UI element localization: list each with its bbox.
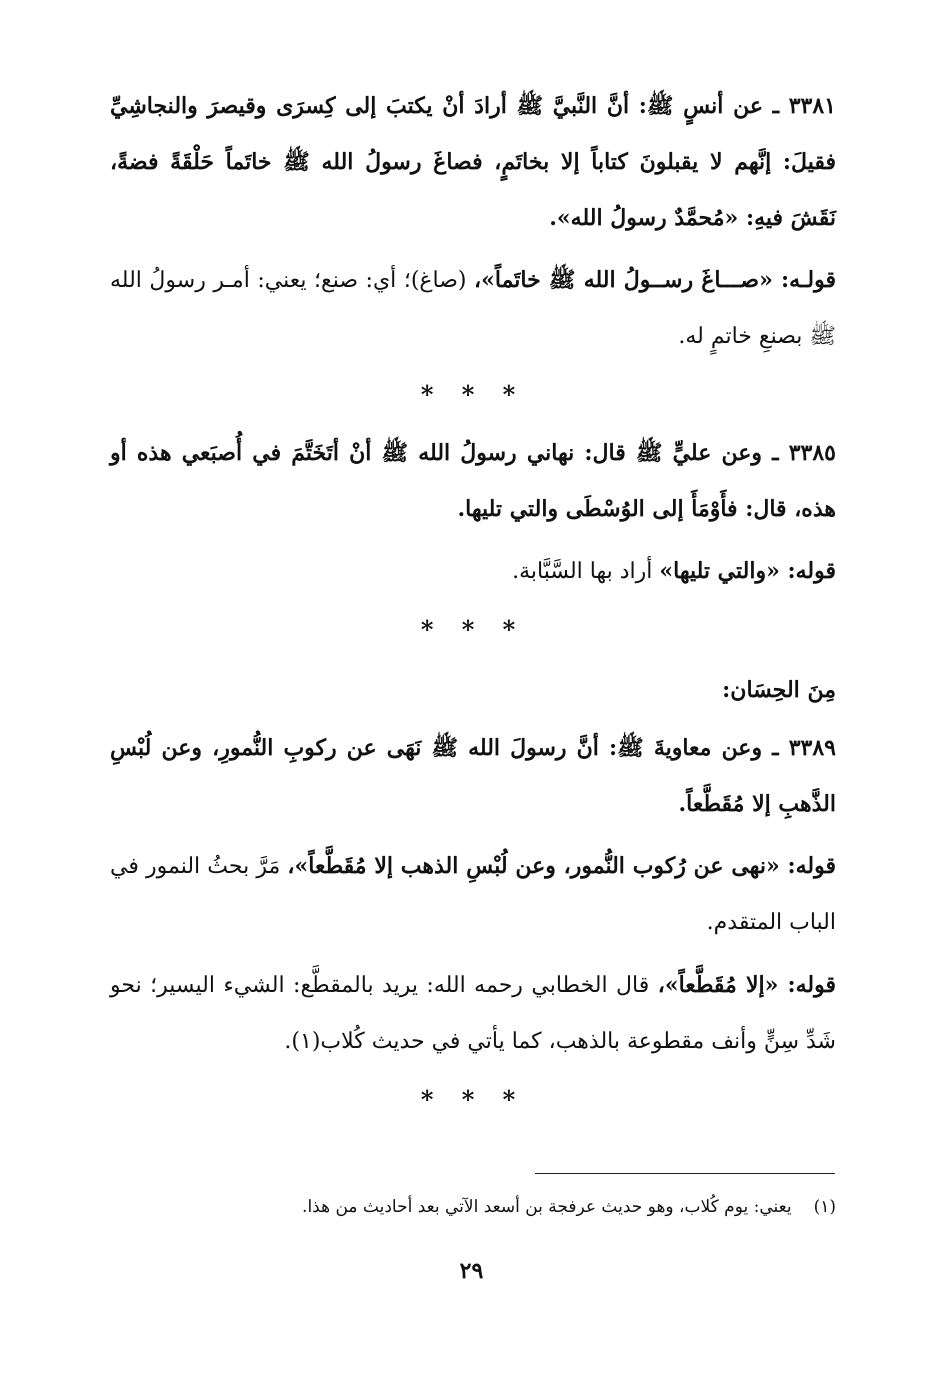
commentary-lead: قوله: «والتي تليها» [659, 558, 836, 584]
commentary-3389-a [110, 838, 836, 951]
page-body [110, 78, 836, 1130]
commentary-text: (صاغ)؛ أي: صنع؛ يعني: أمـر رسولُ الله ﷺ بصنعِ خاتمٍ له. [110, 268, 836, 349]
footnote-text: يعني: يوم كُلاب، وهو حديث عرفجة بن أسعد الآتي بعد أحاديث من هذا. [302, 1197, 792, 1217]
commentary-3385 [110, 543, 836, 600]
footnote [150, 1190, 836, 1224]
commentary-3389-b [110, 957, 836, 1070]
section-separator: * * * [420, 615, 526, 644]
section-separator: * * * [420, 1085, 526, 1114]
commentary-3381 [110, 252, 836, 365]
commentary-lead: قولـه: «صـــاغَ رســولُ الله ﷺ خاتَماً»، [474, 267, 836, 293]
page-number: ٢٩ [459, 1258, 484, 1284]
commentary-text: قال الخطابي رحمه الله: يريد بالمقطَّع: الشيء اليسير؛ نحو شَدِّ سِنٍّ وأنف مقطوعة بالذهب، كما يأتي في حديث كُلاب(١). [110, 973, 836, 1054]
hadith-3385: ٣٣٨٥ ـ وعن عليٍّ ﷺ قال: نهاني رسولُ الله ﷺ أنْ أتَخَتَّمَ في أُصبَعي هذه أو هذه، قال: فأَوْمَأَ إلى الوُسْطَى والتي تليها. [110, 440, 836, 522]
section-heading: مِنَ الحِسَان: [722, 677, 836, 703]
commentary-lead: قوله: «نهى عن رُكوب النُّمور، وعن لُبْسِ الذهب إلا مُقَطَّعاً»، [287, 853, 836, 879]
commentary-text: أراد بها السَّبَّابة. [512, 559, 660, 584]
hadith-3389: ٣٣٨٩ ـ وعن معاويةَ ﷺ: أنَّ رسولَ الله ﷺ نَهَى عن ركوبِ النُّمورِ، وعن لُبْسِ الذَّهبِ إلا مُقَطَّعاً. [110, 735, 836, 817]
footnote-divider [535, 1173, 835, 1174]
section-separator: * * * [420, 380, 526, 409]
hadith-3381: ٣٣٨١ ـ عن أنسٍ ﷺ: أنَّ النَّبيَّ ﷺ أرادَ أنْ يكتبَ إلى كِسرَى وقيصرَ والنجاشِيِّ فقيلَ: إنَّهم لا يقبلونَ كتاباً إلا بخاتَمٍ، فصاغَ رسولُ الله ﷺ خاتَماً حَلْقَةً فضةً، نَقَشَ فيهِ: «مُحمَّدٌ رسولُ الله». [110, 93, 836, 231]
commentary-lead: قوله: «إلا مُقَطَّعاً»، [657, 972, 836, 998]
footnote-number: (١) [813, 1197, 836, 1217]
commentary-text: مَرَّ بحثُ النمور في الباب المتقدم. [110, 854, 836, 935]
